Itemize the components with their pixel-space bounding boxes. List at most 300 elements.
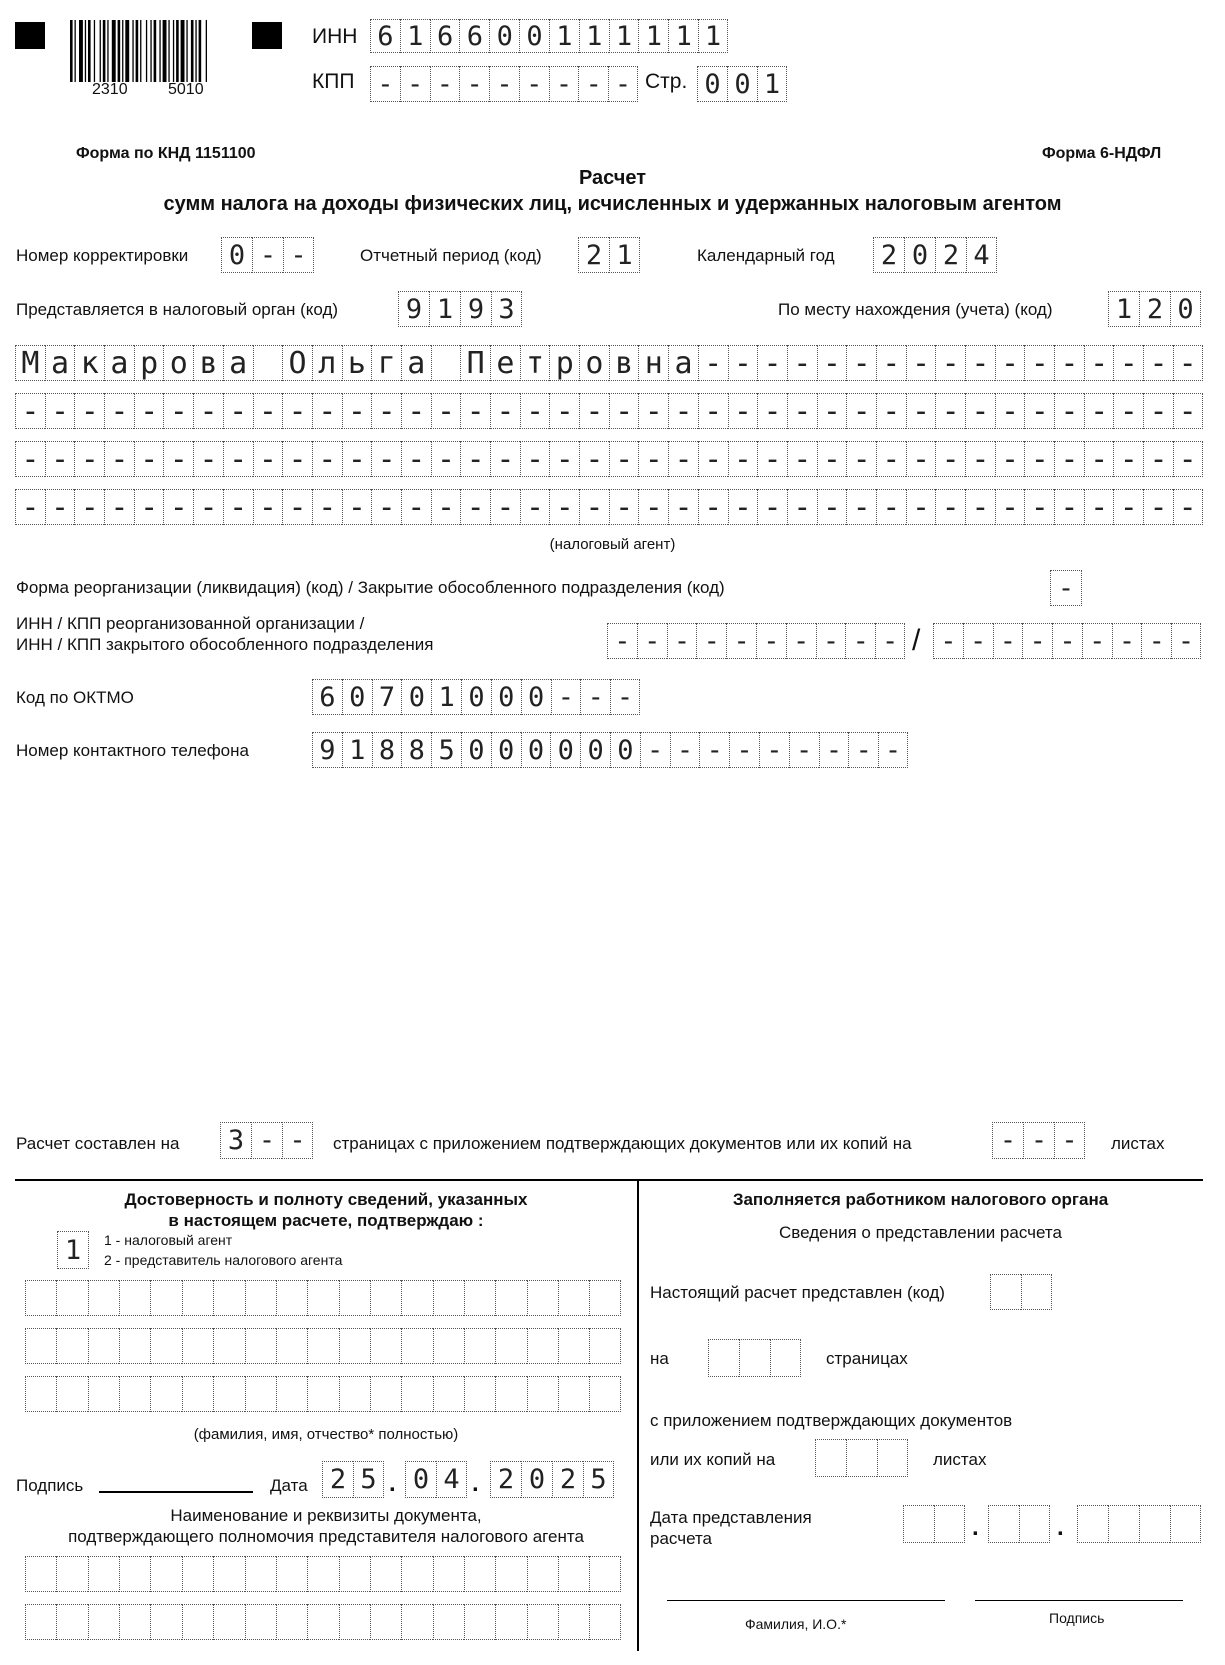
char-cell[interactable]: - — [45, 393, 75, 429]
char-cell[interactable]: 1 — [342, 732, 372, 768]
char-cell[interactable]: 9 — [460, 291, 491, 327]
char-cell[interactable]: О — [282, 345, 312, 381]
char-cell[interactable]: - — [1084, 393, 1114, 429]
char-cell[interactable]: - — [698, 441, 728, 477]
char-cell[interactable]: 8 — [401, 732, 431, 768]
char-cell[interactable]: - — [163, 393, 193, 429]
char-cell[interactable]: 0 — [401, 679, 431, 715]
char-cell[interactable] — [339, 1604, 370, 1640]
char-cell[interactable]: - — [401, 441, 431, 477]
char-cell[interactable] — [307, 1376, 338, 1412]
char-cell[interactable]: 2 — [873, 237, 904, 273]
char-cell[interactable]: - — [1173, 489, 1203, 525]
char-cell[interactable]: - — [848, 732, 878, 768]
received-date-year[interactable] — [1077, 1505, 1201, 1543]
char-cell[interactable]: - — [1143, 345, 1173, 381]
char-cell[interactable]: 1 — [400, 19, 430, 53]
char-cell[interactable]: - — [846, 393, 876, 429]
char-cell[interactable]: - — [580, 679, 610, 715]
char-cell[interactable] — [119, 1376, 150, 1412]
char-cell[interactable]: 9 — [312, 732, 342, 768]
char-cell[interactable]: 3 — [220, 1122, 251, 1159]
char-cell[interactable]: - — [163, 441, 193, 477]
char-cell[interactable]: 4 — [966, 237, 997, 273]
char-cell[interactable]: 1 — [757, 66, 787, 102]
char-cell[interactable]: - — [609, 441, 639, 477]
char-cell[interactable]: 1 — [431, 679, 461, 715]
char-cell[interactable]: - — [1052, 623, 1082, 659]
char-cell[interactable] — [558, 1376, 589, 1412]
char-cell[interactable]: - — [104, 489, 134, 525]
char-cell[interactable] — [88, 1604, 119, 1640]
char-cell[interactable] — [276, 1604, 307, 1640]
char-cell[interactable]: - — [1054, 441, 1084, 477]
char-cell[interactable]: - — [1171, 623, 1201, 659]
char-cell[interactable] — [431, 345, 461, 381]
char-cell[interactable] — [708, 1339, 739, 1377]
char-cell[interactable]: - — [698, 393, 728, 429]
char-cell[interactable] — [182, 1328, 213, 1364]
char-cell[interactable]: - — [696, 623, 726, 659]
char-cell[interactable]: - — [400, 66, 430, 102]
char-cell[interactable] — [527, 1604, 558, 1640]
date-day-field[interactable] — [322, 1461, 384, 1498]
char-cell[interactable]: - — [638, 441, 668, 477]
char-cell[interactable]: - — [876, 345, 906, 381]
char-cell[interactable]: - — [728, 441, 758, 477]
char-cell[interactable] — [307, 1328, 338, 1364]
char-cell[interactable] — [401, 1328, 432, 1364]
char-cell[interactable]: - — [846, 489, 876, 525]
char-cell[interactable]: 0 — [221, 237, 252, 273]
char-cell[interactable]: - — [878, 732, 908, 768]
char-cell[interactable]: 0 — [1170, 291, 1201, 327]
char-cell[interactable] — [1108, 1505, 1139, 1543]
received-sheets-field[interactable] — [815, 1439, 908, 1477]
page-number-field[interactable] — [697, 66, 787, 102]
char-cell[interactable]: - — [965, 489, 995, 525]
char-cell[interactable]: 0 — [405, 1461, 436, 1498]
char-cell[interactable]: е — [490, 345, 520, 381]
char-cell[interactable]: - — [1024, 489, 1054, 525]
year-field[interactable] — [873, 237, 997, 273]
char-cell[interactable]: 5 — [353, 1461, 384, 1498]
char-cell[interactable]: 0 — [461, 679, 491, 715]
char-cell[interactable]: 0 — [610, 732, 640, 768]
char-cell[interactable] — [433, 1280, 464, 1316]
char-cell[interactable]: 0 — [342, 679, 372, 715]
char-cell[interactable]: - — [253, 441, 283, 477]
char-cell[interactable]: а — [45, 345, 75, 381]
char-cell[interactable]: - — [668, 441, 698, 477]
agent-name-row-1[interactable] — [15, 345, 1203, 381]
char-cell[interactable]: а — [223, 345, 253, 381]
char-cell[interactable]: 1 — [609, 237, 640, 273]
char-cell[interactable] — [739, 1339, 770, 1377]
char-cell[interactable] — [589, 1328, 620, 1364]
char-cell[interactable] — [464, 1556, 495, 1592]
char-cell[interactable]: 0 — [519, 19, 549, 53]
char-cell[interactable]: - — [670, 732, 700, 768]
char-cell[interactable]: - — [431, 441, 461, 477]
period-field[interactable] — [578, 237, 640, 273]
char-cell[interactable] — [558, 1280, 589, 1316]
char-cell[interactable]: - — [875, 623, 905, 659]
char-cell[interactable]: - — [251, 1122, 282, 1159]
signature-line[interactable] — [99, 1491, 253, 1493]
char-cell[interactable] — [527, 1556, 558, 1592]
char-cell[interactable]: - — [253, 489, 283, 525]
char-cell[interactable]: - — [787, 441, 817, 477]
char-cell[interactable] — [589, 1376, 620, 1412]
char-cell[interactable]: 5 — [583, 1461, 614, 1498]
char-cell[interactable]: - — [45, 489, 75, 525]
char-cell[interactable]: - — [342, 441, 372, 477]
char-cell[interactable] — [401, 1376, 432, 1412]
char-cell[interactable] — [558, 1604, 589, 1640]
char-cell[interactable]: - — [342, 489, 372, 525]
char-cell[interactable] — [276, 1556, 307, 1592]
char-cell[interactable]: - — [579, 489, 609, 525]
char-cell[interactable]: - — [223, 441, 253, 477]
phone-field[interactable] — [312, 732, 908, 768]
char-cell[interactable] — [903, 1505, 934, 1543]
char-cell[interactable]: 0 — [491, 732, 521, 768]
char-cell[interactable]: - — [370, 66, 400, 102]
char-cell[interactable]: - — [430, 66, 460, 102]
char-cell[interactable] — [245, 1280, 276, 1316]
char-cell[interactable]: 6 — [459, 19, 489, 53]
char-cell[interactable]: - — [1113, 393, 1143, 429]
signer-fio-row-3[interactable] — [25, 1376, 621, 1412]
char-cell[interactable] — [276, 1376, 307, 1412]
char-cell[interactable]: - — [819, 732, 849, 768]
char-cell[interactable] — [988, 1505, 1019, 1543]
char-cell[interactable]: - — [74, 393, 104, 429]
char-cell[interactable]: о — [163, 345, 193, 381]
char-cell[interactable]: - — [1022, 623, 1052, 659]
char-cell[interactable] — [495, 1604, 526, 1640]
char-cell[interactable]: р — [134, 345, 164, 381]
char-cell[interactable]: - — [1141, 623, 1171, 659]
char-cell[interactable]: - — [935, 345, 965, 381]
char-cell[interactable]: 2 — [322, 1461, 353, 1498]
char-cell[interactable] — [150, 1280, 181, 1316]
char-cell[interactable] — [88, 1376, 119, 1412]
char-cell[interactable]: - — [876, 489, 906, 525]
char-cell[interactable] — [307, 1556, 338, 1592]
char-cell[interactable] — [464, 1328, 495, 1364]
char-cell[interactable]: - — [15, 393, 45, 429]
char-cell[interactable]: - — [342, 393, 372, 429]
char-cell[interactable]: к — [74, 345, 104, 381]
char-cell[interactable] — [339, 1328, 370, 1364]
char-cell[interactable]: 2 — [552, 1461, 583, 1498]
char-cell[interactable] — [1019, 1505, 1050, 1543]
char-cell[interactable] — [245, 1556, 276, 1592]
officer-name-line[interactable] — [667, 1600, 945, 1601]
signer-fio-row-2[interactable] — [25, 1328, 621, 1364]
char-cell[interactable]: - — [549, 441, 579, 477]
char-cell[interactable] — [119, 1280, 150, 1316]
char-cell[interactable]: 1 — [668, 19, 698, 53]
char-cell[interactable] — [1139, 1505, 1170, 1543]
char-cell[interactable]: - — [1054, 393, 1084, 429]
char-cell[interactable]: 0 — [461, 732, 491, 768]
char-cell[interactable] — [495, 1376, 526, 1412]
char-cell[interactable]: - — [637, 623, 667, 659]
char-cell[interactable]: - — [134, 489, 164, 525]
char-cell[interactable]: - — [757, 441, 787, 477]
char-cell[interactable] — [245, 1328, 276, 1364]
char-cell[interactable]: 0 — [904, 237, 935, 273]
char-cell[interactable]: - — [1050, 570, 1082, 606]
char-cell[interactable] — [1077, 1505, 1108, 1543]
char-cell[interactable]: о — [579, 345, 609, 381]
char-cell[interactable]: - — [282, 1122, 313, 1159]
char-cell[interactable]: - — [1024, 393, 1054, 429]
char-cell[interactable]: - — [726, 623, 756, 659]
char-cell[interactable]: 1 — [429, 291, 460, 327]
char-cell[interactable] — [401, 1556, 432, 1592]
char-cell[interactable]: - — [876, 393, 906, 429]
char-cell[interactable]: 1 — [579, 19, 609, 53]
char-cell[interactable]: г — [371, 345, 401, 381]
char-cell[interactable]: - — [45, 441, 75, 477]
char-cell[interactable]: - — [609, 489, 639, 525]
char-cell[interactable]: - — [74, 441, 104, 477]
char-cell[interactable]: - — [817, 393, 847, 429]
char-cell[interactable]: 0 — [521, 732, 551, 768]
char-cell[interactable]: - — [965, 345, 995, 381]
char-cell[interactable]: - — [995, 393, 1025, 429]
agent-name-row-2[interactable] — [15, 393, 1203, 429]
char-cell[interactable]: - — [995, 441, 1025, 477]
char-cell[interactable]: - — [906, 393, 936, 429]
received-pages-field[interactable] — [708, 1339, 801, 1377]
char-cell[interactable] — [88, 1280, 119, 1316]
char-cell[interactable]: - — [549, 393, 579, 429]
char-cell[interactable]: 2 — [935, 237, 966, 273]
char-cell[interactable]: 2 — [1139, 291, 1170, 327]
officer-signature-line[interactable] — [975, 1600, 1183, 1601]
char-cell[interactable]: - — [1173, 393, 1203, 429]
char-cell[interactable]: - — [460, 489, 490, 525]
char-cell[interactable]: - — [312, 393, 342, 429]
char-cell[interactable]: - — [1112, 623, 1142, 659]
char-cell[interactable] — [815, 1439, 846, 1477]
char-cell[interactable]: - — [282, 489, 312, 525]
char-cell[interactable] — [119, 1328, 150, 1364]
char-cell[interactable]: - — [609, 393, 639, 429]
char-cell[interactable]: - — [193, 393, 223, 429]
agent-name-row-4[interactable] — [15, 489, 1203, 525]
char-cell[interactable]: - — [490, 441, 520, 477]
char-cell[interactable]: - — [1143, 441, 1173, 477]
char-cell[interactable]: - — [579, 393, 609, 429]
char-cell[interactable]: - — [371, 489, 401, 525]
char-cell[interactable]: - — [757, 345, 787, 381]
char-cell[interactable]: - — [104, 441, 134, 477]
char-cell[interactable] — [339, 1280, 370, 1316]
char-cell[interactable] — [495, 1280, 526, 1316]
signer-type-field[interactable] — [57, 1231, 89, 1269]
char-cell[interactable]: 1 — [549, 19, 579, 53]
char-cell[interactable] — [150, 1376, 181, 1412]
char-cell[interactable] — [88, 1556, 119, 1592]
correction-field[interactable] — [221, 237, 314, 273]
char-cell[interactable]: - — [698, 345, 728, 381]
oktmo-field[interactable] — [312, 679, 640, 715]
char-cell[interactable] — [401, 1280, 432, 1316]
char-cell[interactable]: - — [817, 441, 847, 477]
char-cell[interactable]: - — [371, 441, 401, 477]
char-cell[interactable] — [119, 1604, 150, 1640]
char-cell[interactable]: - — [993, 623, 1023, 659]
char-cell[interactable] — [464, 1376, 495, 1412]
char-cell[interactable] — [589, 1556, 620, 1592]
char-cell[interactable]: 2 — [490, 1461, 521, 1498]
char-cell[interactable]: - — [787, 489, 817, 525]
char-cell[interactable]: 0 — [697, 66, 727, 102]
char-cell[interactable] — [182, 1556, 213, 1592]
char-cell[interactable]: - — [104, 393, 134, 429]
char-cell[interactable] — [150, 1604, 181, 1640]
char-cell[interactable]: - — [963, 623, 993, 659]
char-cell[interactable]: - — [817, 345, 847, 381]
char-cell[interactable]: 1 — [57, 1231, 89, 1269]
char-cell[interactable]: - — [728, 345, 758, 381]
char-cell[interactable]: - — [283, 237, 314, 273]
char-cell[interactable]: - — [282, 441, 312, 477]
char-cell[interactable]: - — [607, 623, 637, 659]
char-cell[interactable]: - — [15, 489, 45, 525]
char-cell[interactable]: - — [757, 393, 787, 429]
char-cell[interactable] — [245, 1376, 276, 1412]
char-cell[interactable]: ь — [342, 345, 372, 381]
char-cell[interactable]: - — [610, 679, 640, 715]
char-cell[interactable] — [213, 1604, 244, 1640]
char-cell[interactable] — [495, 1328, 526, 1364]
char-cell[interactable]: н — [638, 345, 668, 381]
char-cell[interactable]: - — [163, 489, 193, 525]
char-cell[interactable]: - — [668, 393, 698, 429]
char-cell[interactable] — [150, 1556, 181, 1592]
char-cell[interactable]: - — [551, 679, 581, 715]
char-cell[interactable]: - — [490, 489, 520, 525]
char-cell[interactable]: 7 — [372, 679, 402, 715]
char-cell[interactable]: - — [640, 732, 670, 768]
char-cell[interactable] — [150, 1328, 181, 1364]
char-cell[interactable] — [276, 1328, 307, 1364]
char-cell[interactable] — [370, 1376, 401, 1412]
char-cell[interactable]: - — [906, 441, 936, 477]
char-cell[interactable] — [182, 1376, 213, 1412]
char-cell[interactable] — [464, 1280, 495, 1316]
inn-field[interactable] — [370, 19, 728, 53]
char-cell[interactable]: - — [728, 393, 758, 429]
char-cell[interactable]: - — [431, 489, 461, 525]
char-cell[interactable]: - — [490, 393, 520, 429]
presented-code-field[interactable] — [990, 1274, 1052, 1310]
char-cell[interactable] — [25, 1604, 56, 1640]
char-cell[interactable]: - — [520, 393, 550, 429]
char-cell[interactable]: - — [549, 489, 579, 525]
char-cell[interactable]: - — [460, 441, 490, 477]
char-cell[interactable] — [339, 1556, 370, 1592]
char-cell[interactable] — [990, 1274, 1021, 1310]
char-cell[interactable]: - — [1143, 489, 1173, 525]
char-cell[interactable]: - — [786, 623, 816, 659]
char-cell[interactable]: 1 — [609, 19, 639, 53]
char-cell[interactable]: - — [371, 393, 401, 429]
char-cell[interactable]: - — [935, 489, 965, 525]
char-cell[interactable] — [25, 1280, 56, 1316]
char-cell[interactable] — [527, 1376, 558, 1412]
char-cell[interactable]: - — [489, 66, 519, 102]
char-cell[interactable]: а — [401, 345, 431, 381]
char-cell[interactable] — [1021, 1274, 1052, 1310]
char-cell[interactable]: - — [520, 489, 550, 525]
char-cell[interactable] — [88, 1328, 119, 1364]
char-cell[interactable]: - — [668, 489, 698, 525]
char-cell[interactable]: - — [401, 393, 431, 429]
char-cell[interactable]: - — [608, 66, 638, 102]
char-cell[interactable] — [370, 1556, 401, 1592]
location-field[interactable] — [1108, 291, 1201, 327]
char-cell[interactable]: - — [638, 393, 668, 429]
char-cell[interactable]: а — [668, 345, 698, 381]
char-cell[interactable]: - — [1054, 345, 1084, 381]
char-cell[interactable]: - — [906, 489, 936, 525]
char-cell[interactable]: - — [935, 441, 965, 477]
char-cell[interactable]: 8 — [372, 732, 402, 768]
char-cell[interactable]: в — [609, 345, 639, 381]
reorg-field[interactable] — [1050, 570, 1082, 606]
char-cell[interactable]: - — [74, 489, 104, 525]
char-cell[interactable] — [25, 1376, 56, 1412]
char-cell[interactable] — [213, 1280, 244, 1316]
char-cell[interactable]: - — [134, 393, 164, 429]
char-cell[interactable] — [770, 1339, 801, 1377]
char-cell[interactable] — [370, 1604, 401, 1640]
char-cell[interactable] — [119, 1556, 150, 1592]
char-cell[interactable]: - — [578, 66, 608, 102]
char-cell[interactable] — [213, 1376, 244, 1412]
char-cell[interactable] — [56, 1604, 87, 1640]
char-cell[interactable]: - — [1113, 345, 1143, 381]
received-date-day[interactable] — [903, 1505, 965, 1543]
char-cell[interactable] — [877, 1439, 908, 1477]
char-cell[interactable] — [558, 1328, 589, 1364]
char-cell[interactable]: - — [520, 441, 550, 477]
char-cell[interactable]: - — [906, 345, 936, 381]
char-cell[interactable] — [182, 1280, 213, 1316]
char-cell[interactable]: - — [312, 441, 342, 477]
char-cell[interactable]: 0 — [580, 732, 610, 768]
char-cell[interactable]: 1 — [1108, 291, 1139, 327]
char-cell[interactable]: - — [401, 489, 431, 525]
char-cell[interactable]: 9 — [398, 291, 429, 327]
char-cell[interactable]: - — [965, 441, 995, 477]
char-cell[interactable]: 6 — [312, 679, 342, 715]
reorg-inn-field[interactable] — [607, 623, 905, 659]
char-cell[interactable] — [846, 1439, 877, 1477]
char-cell[interactable] — [464, 1604, 495, 1640]
char-cell[interactable] — [370, 1280, 401, 1316]
reorg-kpp-field[interactable] — [933, 623, 1201, 659]
char-cell[interactable]: - — [1084, 489, 1114, 525]
